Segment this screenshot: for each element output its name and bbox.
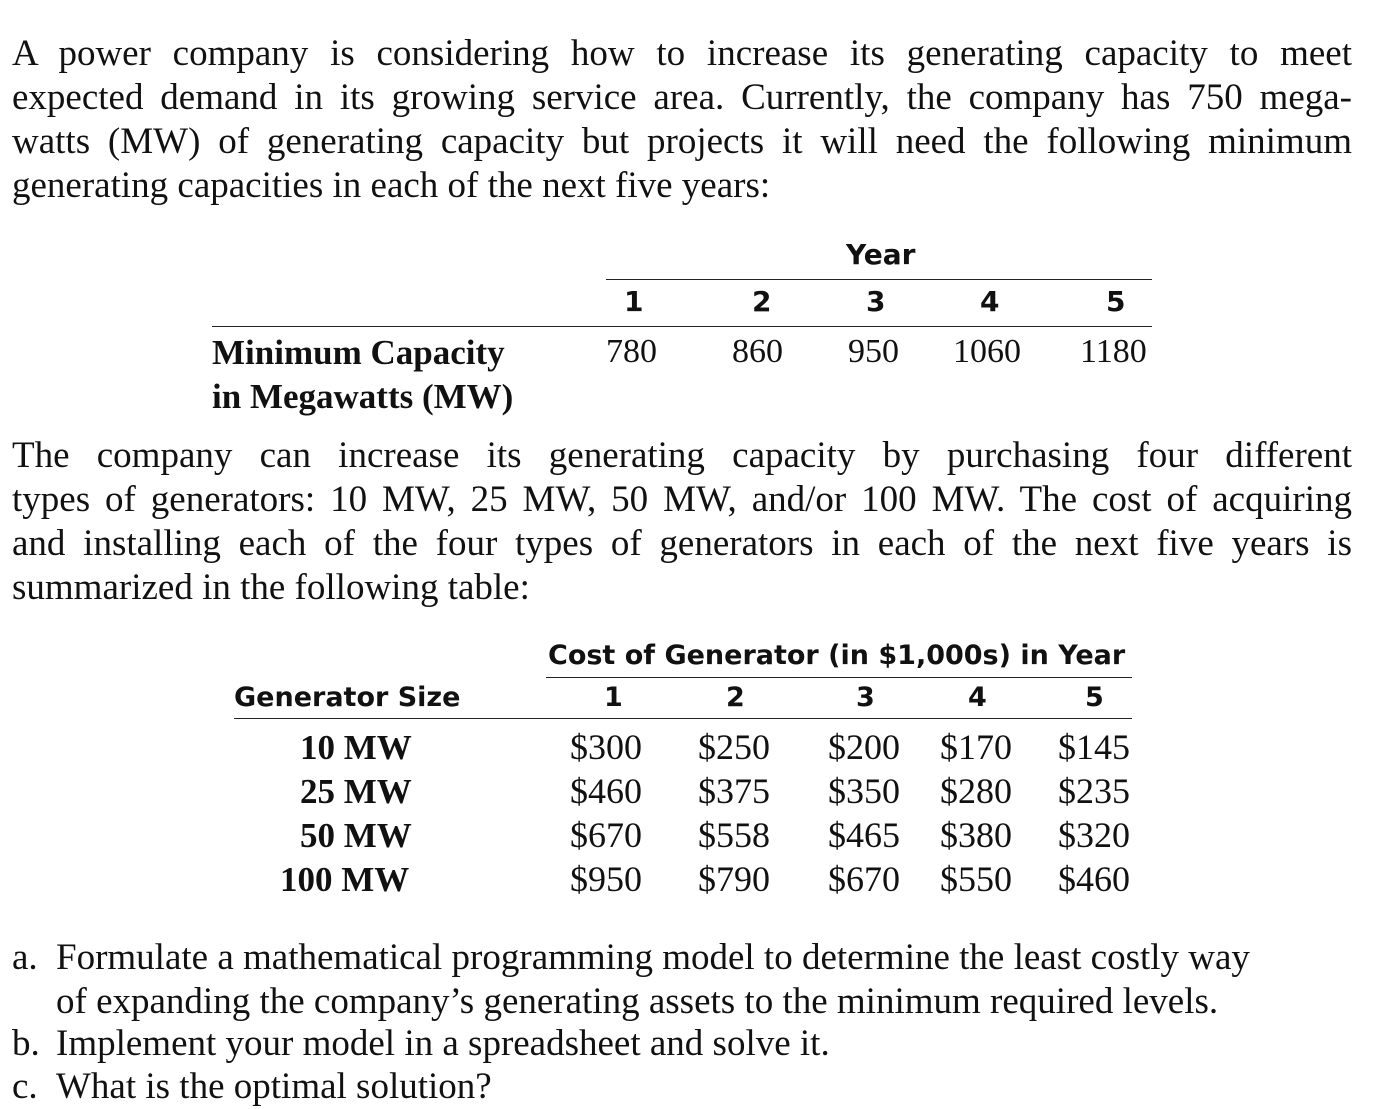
question-text: What is the optimal solution? xyxy=(56,1066,492,1107)
question-label: c. xyxy=(12,1066,38,1107)
capacity-year: 2 xyxy=(752,285,772,318)
cost-cell: $380 xyxy=(940,815,1012,855)
question-text: Implement your model in a spreadsheet and solve it. xyxy=(56,1023,830,1064)
generator-size: 25 MW xyxy=(300,772,412,811)
middle-line: The company can increase its generating capacity by purchasing four different xyxy=(12,435,1352,476)
cost-cell: $950 xyxy=(570,859,642,899)
capacity-value: 1060 xyxy=(953,333,1021,370)
capacity-row-label: Minimum Capacity in Megawatts (MW) xyxy=(212,333,514,416)
intro-line: watts (MW) of generating capacity but projects it will need the following minimum xyxy=(12,121,1352,162)
cost-cell: $235 xyxy=(1058,771,1130,811)
middle-line: summarized in the following table: xyxy=(12,567,530,608)
cost-body-rule xyxy=(234,718,1132,719)
middle-line: and installing each of the four types of generators in each of the next five years is xyxy=(12,523,1352,564)
capacity-table-header: Year xyxy=(846,238,916,271)
cost-cell: $558 xyxy=(698,815,770,855)
cost-cell: $670 xyxy=(828,859,900,899)
generator-size: 50 MW xyxy=(300,816,412,855)
capacity-value: 780 xyxy=(606,333,657,370)
capacity-value: 860 xyxy=(732,333,783,370)
cost-cell: $300 xyxy=(570,727,642,767)
question-a-continuation: of expanding the company’s generating assets to the minimum required levels. xyxy=(56,981,1219,1022)
intro-line: expected demand in its growing service area. Currently, the company has 750 mega- xyxy=(12,77,1352,118)
cost-cell: $145 xyxy=(1058,727,1130,767)
question-c xyxy=(12,1065,492,1109)
cost-year: 3 xyxy=(856,682,875,713)
cost-cell: $790 xyxy=(698,859,770,899)
cost-cell: $460 xyxy=(570,771,642,811)
cost-year: 4 xyxy=(968,682,987,713)
capacity-year: 3 xyxy=(866,285,886,318)
generator-size: 100 MW xyxy=(280,860,410,899)
cost-cell: $550 xyxy=(940,859,1012,899)
capacity-year: 1 xyxy=(624,285,644,318)
cost-year: 1 xyxy=(604,682,623,713)
cost-cell: $280 xyxy=(940,771,1012,811)
intro-line: A power company is considering how to increase its generating capacity to meet xyxy=(12,33,1352,74)
question-text: Formulate a mathematical programming model to determine the least costly way xyxy=(56,937,1250,978)
cost-cell: $200 xyxy=(828,727,900,767)
generator-size: 10 MW xyxy=(300,728,412,767)
capacity-year: 4 xyxy=(980,285,1000,318)
cost-cell: $460 xyxy=(1058,859,1130,899)
cost-cell: $375 xyxy=(698,771,770,811)
cost-cell: $170 xyxy=(940,727,1012,767)
generator-size-header: Generator Size xyxy=(234,682,461,713)
cost-year: 2 xyxy=(726,682,745,713)
cost-cell: $670 xyxy=(570,815,642,855)
intro-line: generating capacities in each of the next five years: xyxy=(12,165,771,206)
question-label: a. xyxy=(12,937,38,978)
cost-cell: $465 xyxy=(828,815,900,855)
question-b xyxy=(12,1022,830,1066)
cost-year: 5 xyxy=(1085,682,1104,713)
middle-paragraph xyxy=(12,434,1352,610)
middle-line: types of generators: 10 MW, 25 MW, 50 MW, and/or 100 MW. The cost of acquiring xyxy=(12,479,1352,520)
cost-table-header: Cost of Generator (in $1,000s) in Year xyxy=(548,640,1126,671)
capacity-header-rule xyxy=(606,279,1152,280)
cost-cell: $350 xyxy=(828,771,900,811)
cost-cell: $250 xyxy=(698,727,770,767)
capacity-value: 950 xyxy=(848,333,899,370)
question-a xyxy=(12,936,1250,980)
cost-header-rule xyxy=(546,677,1132,678)
question-label: b. xyxy=(12,1023,40,1064)
capacity-body-rule xyxy=(212,326,1152,327)
intro-paragraph xyxy=(12,32,1352,208)
cost-cell: $320 xyxy=(1058,815,1130,855)
capacity-value: 1180 xyxy=(1080,333,1147,370)
capacity-year: 5 xyxy=(1106,285,1126,318)
